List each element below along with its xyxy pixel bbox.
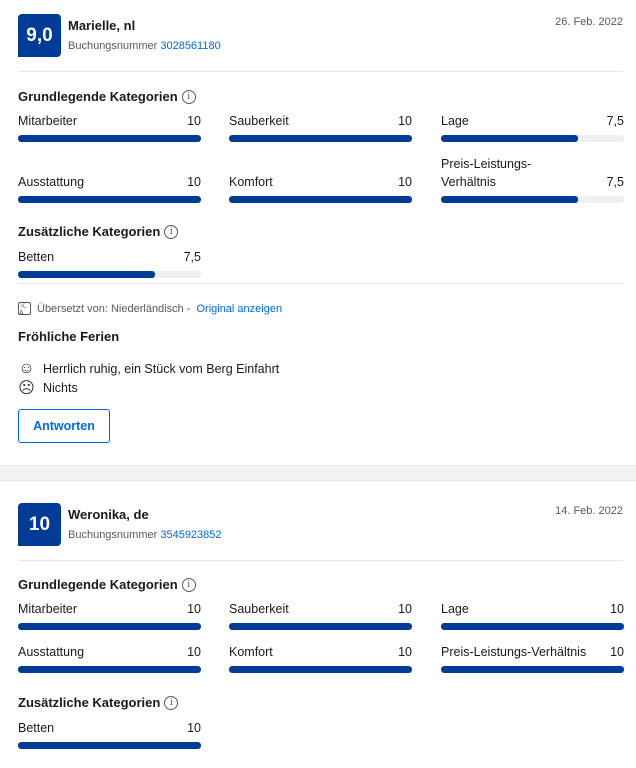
- category-score: 10: [187, 114, 201, 128]
- category-komfort: [229, 643, 412, 673]
- extra-categories-title: [18, 224, 178, 239]
- score-bar-fill: [18, 196, 201, 203]
- review-title: Fröhliche Ferien: [18, 329, 120, 344]
- score-bar-fill: [441, 196, 578, 203]
- category-betten: [18, 719, 201, 749]
- score-bar: [441, 135, 624, 142]
- score-bar-fill: [441, 135, 578, 142]
- category-label: Ausstattung: [18, 175, 85, 189]
- reply-button[interactable]: Antworten: [18, 409, 110, 443]
- category-score: 10: [610, 645, 624, 659]
- category-label: Betten: [18, 721, 55, 735]
- extra-categories-title: [18, 695, 178, 710]
- translation-note: [18, 302, 282, 315]
- booking-number-link[interactable]: 3545923852: [160, 529, 222, 541]
- extra-categories-label: Zusätzliche Kategorien: [18, 224, 161, 239]
- divider: [18, 283, 623, 284]
- category-preis-leistung: [441, 643, 624, 673]
- category-label: Komfort: [229, 645, 273, 659]
- score-bar: [441, 623, 624, 630]
- category-label: Preis-Leistungs-Verhältnis: [441, 157, 532, 189]
- basic-categories-label: Grundlegende Kategorien: [18, 89, 178, 104]
- extra-categories-label: Zusätzliche Kategorien: [18, 695, 161, 710]
- reviewer-name: Weronika, de: [68, 507, 149, 522]
- score-bar: [229, 135, 412, 142]
- category-score: 10: [187, 175, 201, 189]
- basic-categories-title: [18, 89, 196, 104]
- score-bar-fill: [18, 623, 201, 630]
- frown-icon: ☹: [18, 380, 35, 397]
- score-bar: [229, 196, 412, 203]
- category-score: 7,5: [183, 250, 201, 264]
- category-score: 10: [187, 645, 201, 659]
- score-bar: [18, 271, 201, 278]
- category-mitarbeiter: [18, 600, 201, 630]
- category-label: Betten: [18, 250, 55, 264]
- score-bar-fill: [18, 666, 201, 673]
- category-score: 10: [398, 175, 412, 189]
- category-sauberkeit: [229, 112, 412, 142]
- category-mitarbeiter: [18, 112, 201, 142]
- category-label: Sauberkeit: [229, 602, 289, 616]
- category-lage: [441, 112, 624, 142]
- score-bar-fill: [229, 623, 412, 630]
- booking-number: [68, 40, 221, 52]
- score-badge: 9,0: [18, 14, 61, 57]
- positive-text: Herrlich ruhig, ein Stück vom Berg Einfahrt: [43, 362, 280, 376]
- score-badge: 10: [18, 503, 61, 546]
- category-label: Sauberkeit: [229, 114, 289, 128]
- score-bar-fill: [18, 135, 201, 142]
- divider: [18, 71, 623, 72]
- category-lage: [441, 600, 624, 630]
- info-icon[interactable]: i: [164, 225, 178, 239]
- category-score: 10: [398, 114, 412, 128]
- score-bar: [229, 623, 412, 630]
- category-label: Preis-Leistungs-Verhältnis: [441, 645, 587, 659]
- review-separator: [0, 465, 636, 481]
- category-betten: [18, 248, 201, 278]
- score-bar: [18, 666, 201, 673]
- basic-categories-title: [18, 577, 196, 592]
- score-bar: [441, 196, 624, 203]
- category-label: Lage: [441, 114, 469, 128]
- category-score: 10: [398, 602, 412, 616]
- booking-label: Buchungsnummer: [68, 529, 158, 541]
- positive-comment: [18, 360, 279, 378]
- divider: [18, 560, 623, 561]
- score-bar: [18, 196, 201, 203]
- score-bar-fill: [441, 666, 624, 673]
- category-score: 10: [187, 721, 201, 735]
- score-bar-fill: [18, 742, 201, 749]
- category-label: Mitarbeiter: [18, 602, 78, 616]
- category-preis-leistung: [441, 155, 624, 203]
- score-bar-fill: [229, 135, 412, 142]
- negative-text: Nichts: [43, 381, 78, 395]
- category-score: 10: [610, 602, 624, 616]
- review-card: [0, 481, 636, 768]
- category-ausstattung: [18, 643, 201, 673]
- category-score: 7,5: [606, 114, 624, 128]
- score-bar: [18, 135, 201, 142]
- info-icon[interactable]: i: [164, 696, 178, 710]
- reviewer-name: Marielle, nl: [68, 18, 136, 33]
- info-icon[interactable]: i: [182, 578, 196, 592]
- category-score: 10: [187, 602, 201, 616]
- category-label: Mitarbeiter: [18, 114, 78, 128]
- show-original-link[interactable]: Original anzeigen: [196, 302, 283, 315]
- negative-comment: [18, 378, 78, 398]
- category-label: Lage: [441, 602, 469, 616]
- info-icon[interactable]: i: [182, 90, 196, 104]
- translate-icon: 文A: [18, 302, 31, 315]
- category-score: 7,5: [606, 175, 624, 189]
- score-bar: [229, 666, 412, 673]
- category-komfort: [229, 173, 412, 203]
- category-score: 10: [398, 645, 412, 659]
- category-label: Ausstattung: [18, 645, 85, 659]
- category-sauberkeit: [229, 600, 412, 630]
- score-bar: [441, 666, 624, 673]
- booking-number-link[interactable]: 3028561180: [160, 40, 221, 52]
- basic-categories-label: Grundlegende Kategorien: [18, 577, 178, 592]
- score-bar: [18, 742, 201, 749]
- translation-prefix: Übersetzt von: Niederländisch -: [37, 302, 191, 315]
- category-label: Komfort: [229, 175, 273, 189]
- score-bar-fill: [18, 271, 155, 278]
- review-date: 26. Feb. 2022: [555, 16, 623, 28]
- score-bar-fill: [229, 196, 412, 203]
- score-bar-fill: [441, 623, 624, 630]
- category-ausstattung: [18, 173, 201, 203]
- score-bar-fill: [229, 666, 412, 673]
- smile-icon: ☺: [18, 360, 35, 377]
- score-bar: [18, 623, 201, 630]
- booking-label: Buchungsnummer: [68, 40, 158, 52]
- booking-number: [68, 529, 222, 541]
- review-date: 14. Feb. 2022: [555, 505, 623, 517]
